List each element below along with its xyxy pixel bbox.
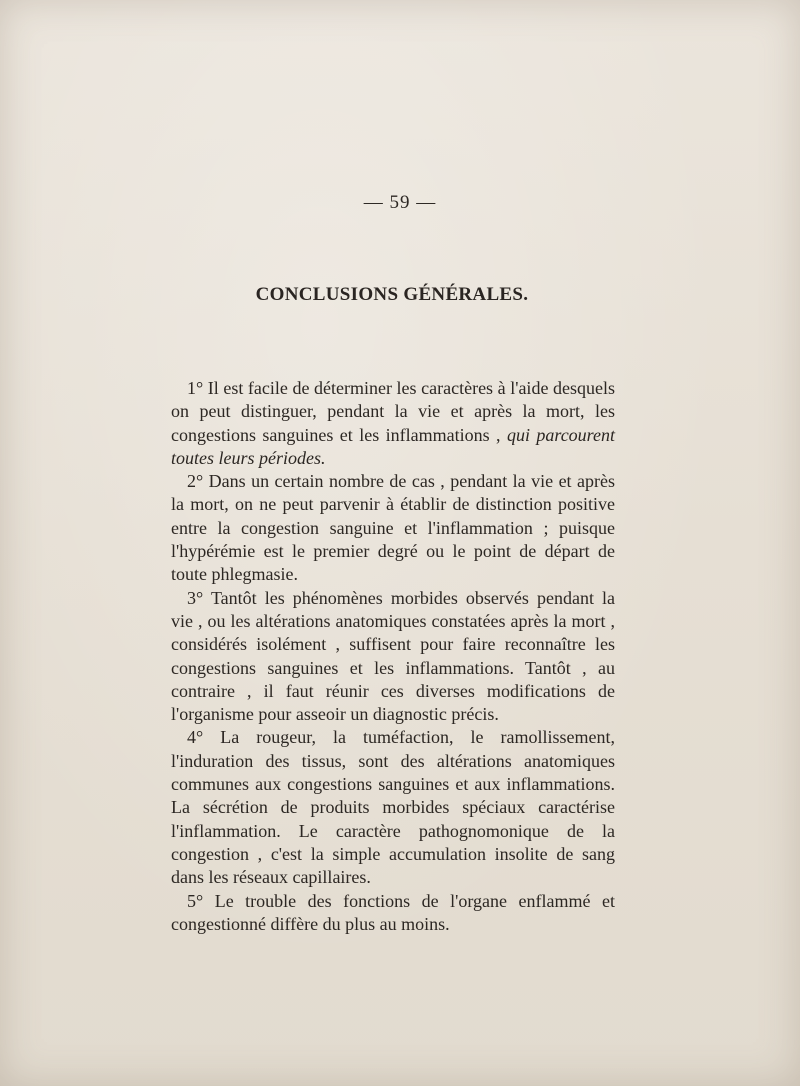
conclusion-paragraph-5 bbox=[171, 890, 615, 937]
paragraph-italic-text: qui parcourent toutes leurs périodes. bbox=[171, 424, 616, 468]
section-heading: CONCLUSIONS GÉNÉRALES. bbox=[255, 284, 529, 305]
conclusion-paragraph-3 bbox=[171, 587, 615, 727]
conclusion-paragraph-1 bbox=[171, 377, 615, 470]
paragraph-text: 1° Il est facile de déterminer les caractères à l'aide desquels on peut distinguer, pendant la vie et après la mort, les congestions sanguines et les inflammations , bbox=[171, 378, 615, 445]
paragraph-text: 3° Tantôt les phénomènes morbides observés pendant la vie , ou les altérations anatomiques constatées après la mort , considérés isolément , suffisent pour faire reconnaître les congestions sanguines et les inflammations. Tantôt , au contraire , il faut réunir ces diverses modifications de l'organisme pour asseoir un diagnostic précis. bbox=[171, 587, 615, 725]
page-number: — 59 — bbox=[363, 192, 437, 213]
paragraph-text: 4° La rougeur, la tuméfaction, le ramollissement, l'induration des tissus, sont des altérations anatomiques communes aux congestions sanguines et aux inflammations. La sécrétion de produits morbides spéciaux caractérise l'inflammation. Le caractère pathognomonique de la congestion , c'est la simple accumulation insolite de sang dans les réseaux capillaires. bbox=[171, 727, 615, 888]
conclusion-paragraph-2 bbox=[171, 470, 615, 586]
conclusion-paragraph-4 bbox=[171, 726, 615, 889]
paragraph-text: 2° Dans un certain nombre de cas , pendant la vie et après la mort, on ne peut parvenir à établir de distinction positive entre la congestion sanguine et l'inflammation ; puisque l'hypérémie est le premier degré ou le point de départ de toute phlegmasie. bbox=[171, 471, 615, 585]
conclusions-body bbox=[171, 377, 615, 936]
paragraph-text: 5° Le trouble des fonctions de l'organe enflammé et congestionné diffère du plus au moins. bbox=[171, 890, 615, 934]
